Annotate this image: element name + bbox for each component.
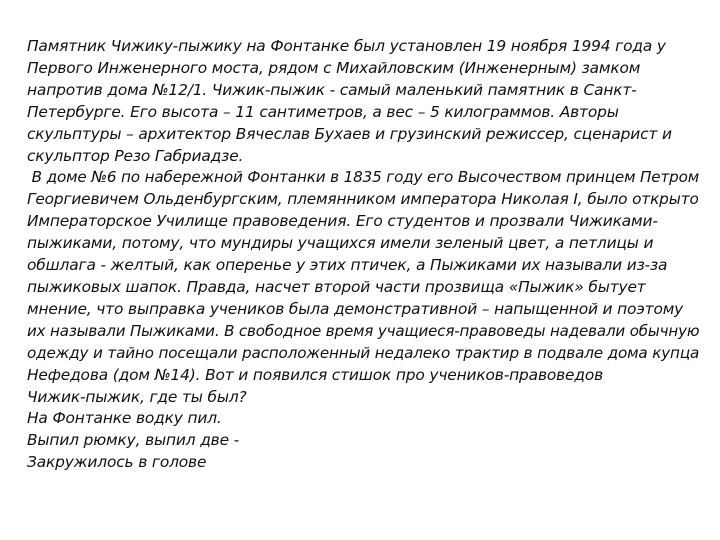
text-line-8: Георгиевичем Ольденбургским, племянником императора Николая I, было открыто xyxy=(27,190,699,209)
poem-line-2: На Фонтанке водку пил. xyxy=(27,409,222,428)
poem-line-1: Чижик-пыжик, где ты был? xyxy=(27,387,247,406)
text-line-1: Памятник Чижику-пыжику на Фонтанке был установлен 19 ноября 1994 года у xyxy=(27,37,666,55)
text-line-13: мнение, что выправка учеников была демонстративной – напыщенной и поэтому xyxy=(27,299,684,318)
text-line-6: скульптор Резо Габриадзе. xyxy=(27,146,244,165)
text-line-7: В доме №6 по набережной Фонтанки в 1835 году его Высочеством принцем Петром xyxy=(27,168,700,187)
text-line-16: Нефедова (дом №14). Вот и появился стишок про учеников-правоведов xyxy=(27,365,604,384)
text-line-9: Императорское Училище правоведения. Его студентов и прозвали Чижиками- xyxy=(27,212,658,231)
text-line-3: напротив дома №12/1. Чижик-пыжик - самый маленький памятник в Санкт- xyxy=(27,80,637,99)
text-line-11: обшлага - желтый, как оперенье у этих птичек, а Пыжиками их называли из-за xyxy=(27,256,668,275)
text-line-5: скульптуры – архитектор Вячеслав Бухаев и грузинский режиссер, сценарист и xyxy=(27,124,672,143)
text-body xyxy=(27,36,699,474)
poem-line-4: Закружилось в голове xyxy=(27,453,207,472)
text-line-2: Первого Инженерного моста, рядом с Михайловским (Инженерным) замком xyxy=(27,58,641,77)
text-line-14: их называли Пыжиками. В свободное время учащиеся-правоведы надевали обычную xyxy=(27,321,700,340)
text-line-10: пыжиками, потому, что мундиры учащихся имели зеленый цвет, а петлицы и xyxy=(27,234,654,253)
text-line-15: одежду и тайно посещали расположенный недалеко трактир в подвале дома купца xyxy=(27,343,700,362)
text-line-4: Петербурге. Его высота – 11 сантиметров, а вес – 5 килограммов. Авторы xyxy=(27,102,619,121)
poem-line-3: Выпил рюмку, выпил две - xyxy=(27,431,240,450)
text-line-12: пыжиковых шапок. Правда, насчет второй части прозвища «Пыжик» бытует xyxy=(27,277,646,296)
